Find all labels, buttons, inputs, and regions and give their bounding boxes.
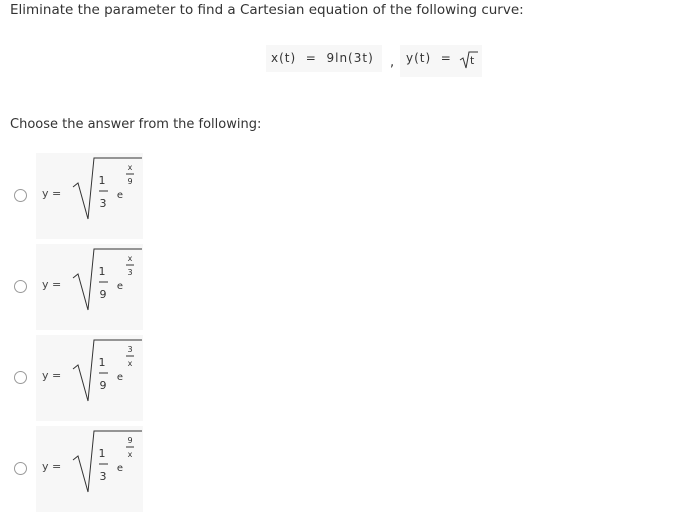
option-formula-card xyxy=(36,335,143,421)
x-equation-text: x(t) = 9ln(3t) xyxy=(271,51,374,65)
exponential-base: e xyxy=(116,372,124,383)
fraction-numerator: 1 xyxy=(98,356,106,369)
option-lhs: y = xyxy=(42,369,62,382)
option-formula xyxy=(36,244,143,330)
answer-option-3[interactable] xyxy=(0,335,200,421)
y-equation xyxy=(400,45,482,77)
radio-button[interactable] xyxy=(14,189,27,202)
option-lhs: y = xyxy=(42,460,62,473)
y-equation-text: y(t) = xyxy=(406,51,452,65)
option-formula-card xyxy=(36,153,143,239)
option-formula-card xyxy=(36,244,143,330)
exponential-base: e xyxy=(116,281,124,292)
exponent-denominator: x xyxy=(127,450,133,459)
prompt-text: Choose the answer from the following: xyxy=(10,117,262,132)
answer-option-1[interactable] xyxy=(0,153,200,239)
radio-button[interactable] xyxy=(14,280,27,293)
radio-button[interactable] xyxy=(14,371,27,384)
answer-option-4[interactable] xyxy=(0,426,200,512)
option-formula xyxy=(36,153,143,239)
radio-button[interactable] xyxy=(14,462,27,475)
fraction-denominator: 3 xyxy=(99,470,107,483)
question-text: Eliminate the parameter to find a Cartesian equation of the following curve: xyxy=(10,2,524,18)
answer-option-2[interactable] xyxy=(0,244,200,330)
sqrt-arg: t xyxy=(470,54,475,67)
exponent-numerator: 3 xyxy=(127,345,133,354)
option-lhs: y = xyxy=(42,187,62,200)
option-formula xyxy=(36,335,143,421)
x-equation xyxy=(266,45,382,72)
fraction-denominator: 9 xyxy=(99,288,107,301)
option-formula xyxy=(36,426,143,512)
fraction-denominator: 9 xyxy=(99,379,107,392)
sqrt-t-formula xyxy=(458,47,480,73)
exponent-numerator: x xyxy=(127,163,133,172)
exponent-numerator: x xyxy=(127,254,133,263)
exponential-base: e xyxy=(116,190,124,201)
exponent-denominator: 9 xyxy=(127,177,133,186)
exponent-numerator: 9 xyxy=(127,436,133,445)
equation-separator: , xyxy=(390,55,395,70)
fraction-numerator: 1 xyxy=(98,265,106,278)
fraction-denominator: 3 xyxy=(99,197,107,210)
option-lhs: y = xyxy=(42,278,62,291)
exponent-denominator: x xyxy=(127,359,133,368)
option-formula-card xyxy=(36,426,143,512)
fraction-numerator: 1 xyxy=(98,447,106,460)
exponential-base: e xyxy=(116,463,124,474)
fraction-numerator: 1 xyxy=(98,174,106,187)
exponent-denominator: 3 xyxy=(127,268,133,277)
